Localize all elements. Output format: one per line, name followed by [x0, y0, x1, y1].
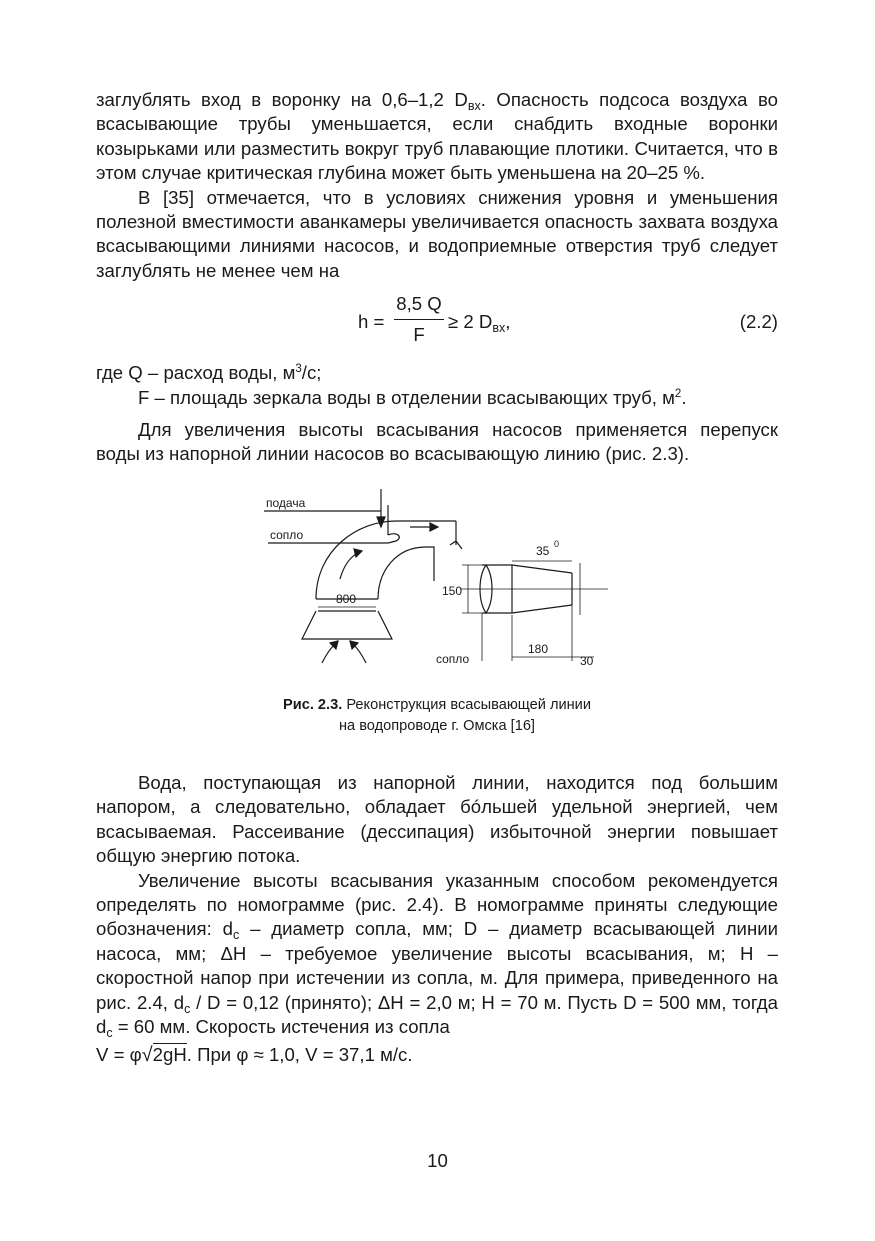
formula-2-2 [96, 291, 778, 355]
caption-text-1: Реконструкция всасывающей линии [342, 696, 591, 713]
label-180: 180 [528, 641, 549, 656]
flow-arrow-2 [340, 553, 358, 579]
flow-arrowhead-1 [430, 523, 438, 531]
para5-text-b: – диаметр сопла, мм; D – диаметр всасывающей линии насоса, мм; ΔH – требуемое увеличение высоты всасывания, м; H – скоростной напор при истечении из сопла, м. Для примера, приведенного на рис. 2.4, d [96, 918, 778, 1013]
fraction-bar [394, 319, 444, 320]
para1-text-b: . Опасность подсоса воздуха во всасывающие трубы уменьшается, если снабдить входные воронки козырьками или разместить вокруг труб плавающие плотики. Считается, что в этом случае критическая глубина может быть уменьшена на 20–25 %. [96, 89, 778, 184]
velocity-lhs: V = φ [96, 1044, 142, 1066]
paragraph-2: В [35] отмечается, что в условиях снижения уровня и уменьшения полезной вместимости аванкамеры увеличивается опасность захвата воздуха всасывающими линиями насосов, и водоприемные отверстия труб следует заглублять не менее чем на [96, 186, 778, 281]
label-800: 800 [336, 591, 357, 606]
label-degree: 0 [554, 538, 560, 549]
flow-arrowhead-2 [354, 549, 362, 557]
para1-subscript: вх [467, 99, 481, 113]
sqrt-sign: √ [141, 1044, 153, 1067]
velocity-rest: . При φ ≈ 1,0, V = 37,1 м/с. [186, 1044, 413, 1066]
formula-rhs-text: ≥ 2 D [448, 311, 493, 333]
where-f-sup: 2 [674, 387, 682, 400]
paragraph-1 [96, 88, 778, 186]
caption-line-1 [96, 695, 778, 716]
label-150: 150 [442, 583, 463, 598]
formula-rhs-subscript: вх [492, 321, 506, 336]
para5-sub-b: c [184, 1001, 191, 1016]
label-soplo-2: сопло [436, 651, 470, 666]
where-q-end: /с; [301, 362, 322, 384]
where-f-text: F – площадь зеркала воды в отделении всасывающих труб, м [138, 386, 675, 408]
label-30: 30 [580, 653, 594, 668]
paragraph-5 [96, 869, 778, 1040]
page-number: 10 [427, 1150, 448, 1171]
sqrt-radicand: 2gH [152, 1044, 187, 1066]
caption-bold: Рис. 2.3. [283, 696, 343, 713]
where-f-end: . [681, 386, 687, 408]
where-q [96, 361, 778, 385]
formula-denominator: F [413, 324, 425, 346]
formula-numerator: 8,5 Q [396, 293, 442, 315]
bend-outer [316, 521, 456, 599]
formula-rhs-end: , [505, 311, 511, 333]
nozzle-small [388, 534, 399, 543]
para5-sub-c: c [106, 1025, 113, 1040]
where-q-text: где Q – расход воды, м [96, 362, 296, 384]
label-podacha: подача [266, 495, 306, 510]
nozzle-cone-top [512, 565, 572, 573]
where-q-sup: 3 [295, 363, 302, 376]
label-35: 35 [536, 543, 550, 558]
equation-number: (2.2) [739, 311, 778, 333]
caption-text-2: на водопроводе г. Омска [16] [338, 717, 535, 734]
paragraph-4: Вода, поступающая из напорной линии, находится под большим напором, а следовательно, обладает бóльшей удельной энергией, чем всасываемая. Рассеивание (дессипация) избыточной энергии повышает общую энергию потока. [96, 771, 778, 867]
para5-sub-a: c [232, 928, 240, 943]
paragraph-3: Для увеличения высоты всасывания насосов применяется перепуск воды из напорной линии насосов во всасывающую линию (рис. 2.3). [96, 419, 778, 465]
formula-fraction [394, 291, 444, 348]
figure-drawing [96, 481, 778, 691]
formula-lhs: h = [358, 311, 385, 333]
flow-arrow-4 [354, 645, 366, 663]
label-soplo: сопло [270, 527, 304, 542]
figure-2-3 [96, 481, 778, 691]
paragraph-5-formula [96, 1043, 778, 1067]
nozzle-cone-bottom [512, 605, 572, 613]
where-f [96, 386, 778, 410]
bend-inner [378, 547, 434, 599]
funnel-cone [302, 611, 392, 639]
para5-text-d: = 60 мм. Скорость истечения из сопла [112, 1015, 450, 1037]
para5-text-c: / D = 0,12 (принято); ΔH = 2,0 м; H = 70 м. Пусть D = 500 мм, тогда d [96, 991, 778, 1037]
formula-rhs [448, 311, 511, 336]
para1-text-a: заглублять вход в воронку на 0,6–1,2 D [96, 89, 468, 110]
para5-text-a: Увеличение высоты всасывания указанным способом рекомендуется определять по номограмме (рис. 2.4). В номограмме приняты следующие обозначения: d [96, 869, 778, 940]
flow-arrow-3 [322, 645, 334, 663]
page-body [96, 88, 778, 1068]
figure-caption [96, 695, 778, 737]
